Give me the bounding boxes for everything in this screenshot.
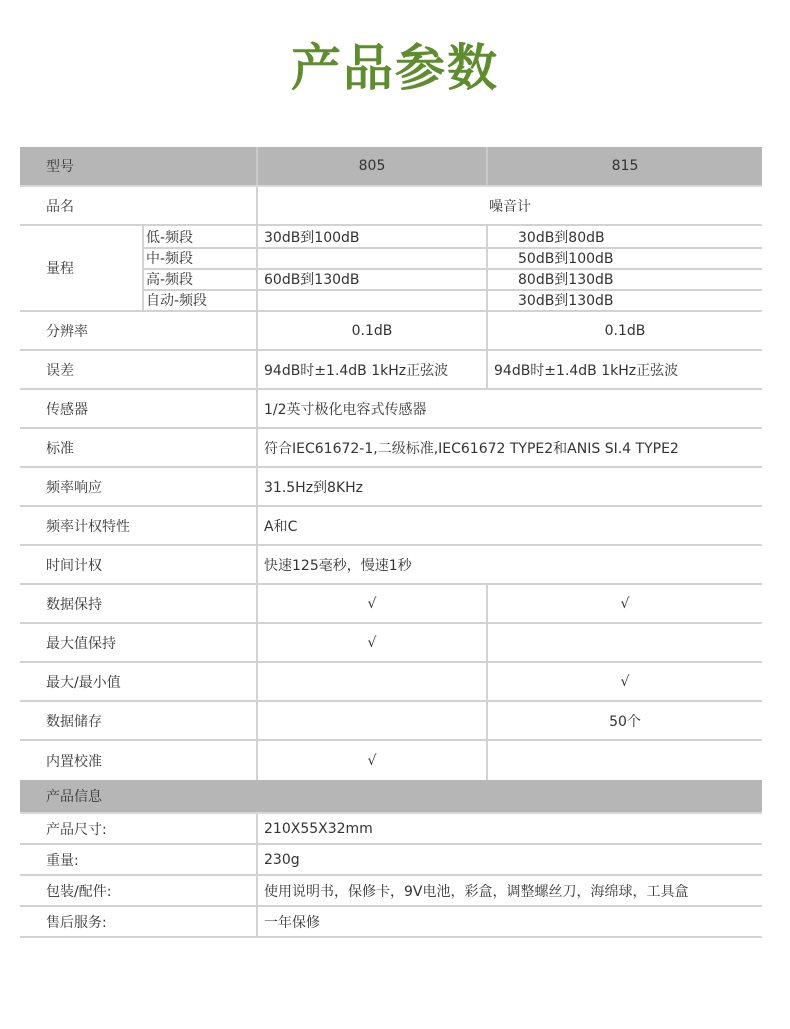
band-label: 高-频段: [142, 268, 256, 289]
row-label: 量程: [46, 261, 74, 277]
info-value: 210X55X32mm: [256, 814, 762, 843]
table-row-max-hold: [20, 624, 762, 663]
row-label: 内置校准: [46, 753, 102, 770]
info-label: 售后服务:: [46, 914, 107, 931]
section-label: 产品信息: [46, 789, 102, 805]
error-805: 94dB时±1.4dB 1kHz正弦波: [256, 351, 486, 388]
table-header-row: [20, 147, 762, 187]
header-model-815: 815: [486, 147, 762, 185]
table-row-sensor: [20, 390, 762, 429]
header-model-label: 型号: [46, 159, 74, 175]
standard-value: 符合IEC61672-1,二级标准,IEC61672 TYPE2和ANIS SI.4 TYPE2: [256, 429, 762, 466]
storage-value: 50个: [486, 702, 762, 739]
table-row-time-weighting: [20, 546, 762, 585]
row-label: 频率计权特性: [46, 518, 130, 535]
table-row-max-min: [20, 663, 762, 702]
row-label: 最大值保持: [46, 635, 116, 652]
table-row-data-hold: [20, 585, 762, 624]
table-row-freq-response: [20, 468, 762, 507]
page-title: 产品参数: [291, 39, 499, 97]
row-label: 最大/最小值: [46, 674, 121, 691]
spec-table: [20, 147, 762, 938]
resolution-815: 0.1dB: [486, 312, 762, 349]
band-805-value: [256, 247, 486, 268]
table-row-range: [20, 226, 762, 312]
row-label: 传感器: [46, 401, 88, 418]
check-icon: √: [256, 624, 486, 661]
band-805-value: [256, 289, 486, 310]
row-label: 标准: [46, 440, 74, 457]
band-805-value: 30dB到100dB: [256, 226, 486, 247]
band-815-value: 30dB到80dB: [486, 226, 762, 247]
resolution-805: 0.1dB: [256, 312, 486, 349]
error-815: 94dB时±1.4dB 1kHz正弦波: [486, 351, 762, 388]
row-label: 数据储存: [46, 713, 102, 730]
table-row-error: [20, 351, 762, 390]
check-icon: √: [486, 663, 762, 700]
range-band-row: [142, 268, 762, 291]
range-band-row: [142, 247, 762, 270]
range-band-row: [142, 289, 762, 310]
range-band-row: [142, 226, 762, 249]
info-value: 一年保修: [256, 907, 762, 936]
info-label: 产品尺寸:: [46, 821, 107, 838]
band-label: 低-频段: [142, 226, 256, 247]
band-805-value: 60dB到130dB: [256, 268, 486, 289]
info-row: [20, 845, 762, 876]
info-row: [20, 907, 762, 938]
header-model-805: 805: [256, 147, 486, 185]
check-icon: √: [486, 585, 762, 622]
band-815-value: 30dB到130dB: [486, 289, 762, 310]
band-815-value: 50dB到100dB: [486, 247, 762, 268]
info-value: 使用说明书，保修卡，9V电池，彩盒，调整螺丝刀，海绵球，工具盒: [256, 876, 762, 905]
row-label: 误差: [46, 362, 74, 379]
row-label: 时间计权: [46, 557, 102, 574]
band-815-value: 80dB到130dB: [486, 268, 762, 289]
info-row: [20, 876, 762, 907]
table-row-product-name: [20, 187, 762, 226]
empty-cell: [486, 741, 762, 780]
row-label: 数据保持: [46, 596, 102, 613]
empty-cell: [256, 663, 486, 700]
info-row: [20, 814, 762, 845]
section-header-product-info: [20, 780, 762, 814]
row-label: 频率响应: [46, 479, 102, 496]
info-value: 230g: [256, 845, 762, 874]
row-label: 分辨率: [46, 323, 88, 340]
check-icon: √: [256, 741, 486, 780]
sensor-value: 1/2英寸极化电容式传感器: [256, 390, 762, 427]
empty-cell: [256, 702, 486, 739]
row-label: 品名: [46, 198, 74, 215]
info-label: 包装/配件:: [46, 883, 112, 900]
info-label: 重量:: [46, 852, 79, 869]
check-icon: √: [256, 585, 486, 622]
product-name-value: 噪音计: [256, 187, 762, 224]
table-row-calibration: [20, 741, 762, 780]
freq-weighting-value: A和C: [256, 507, 762, 544]
band-label: 中-频段: [142, 247, 256, 268]
table-row-data-storage: [20, 702, 762, 741]
table-row-standard: [20, 429, 762, 468]
empty-cell: [486, 624, 762, 661]
table-row-freq-weighting: [20, 507, 762, 546]
time-weighting-value: 快速125毫秒，慢速1秒: [256, 546, 762, 583]
band-label: 自动-频段: [142, 289, 256, 310]
freq-response-value: 31.5Hz到8KHz: [256, 468, 762, 505]
table-row-resolution: [20, 312, 762, 351]
